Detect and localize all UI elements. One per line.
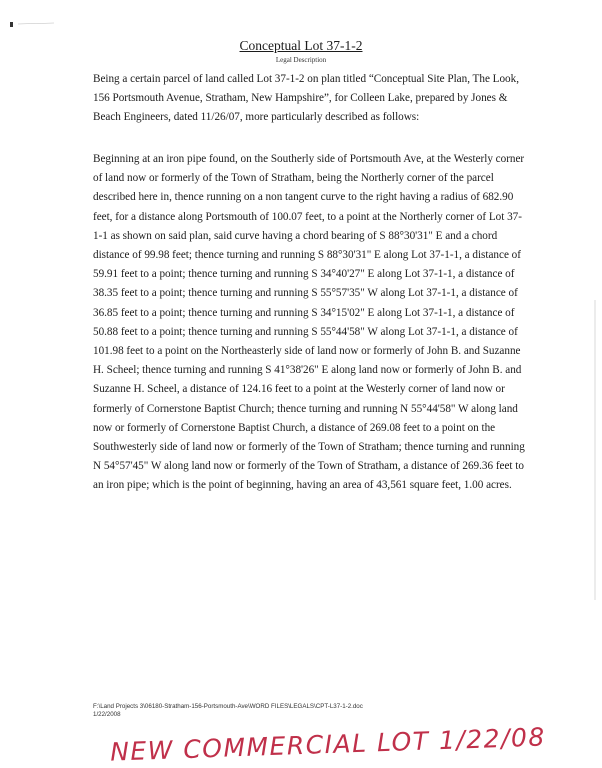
- intro-paragraph: Being a certain parcel of land called Lot 37-1-2 on plan titled “Conceptual Site Plan, The Look, 156 Portsmouth Avenue, Stratham, New Hampshire”, for Colleen Lake, prepared by Jones & Beach Engineers, dated 11/26/07, more particularly described as follows:: [93, 73, 519, 124]
- handwritten-note: [100, 720, 547, 768]
- document-title: Conceptual Lot 37-1-2: [239, 38, 363, 53]
- scan-artifact-mark: [8, 18, 58, 30]
- footer-file-path: F:\Land Projects 3\06180-Stratham-156-Portsmouth-Ave\WORD FILES\LEGALS\CPT-L37-1-2.doc: [93, 703, 363, 710]
- description-paragraph: Beginning at an iron pipe found, on the Southerly side of Portsmouth Ave, at the Westerly corner of land now or formerly of the Town of Stratham, being the Northerly corner of the parcel described here in, thence running on a non tangent curve to the right having a radius of 682.90 feet, for a distance along Portsmouth of 100.07 feet, to a point at the Northerly corner of Lot 37-1-1 as shown on said plan, said curve having a chord bearing of S 88°30'31" E and a chord distance of 99.98 feet; thence turning and running S 88°30'31" E along Lot 37-1-1, a distance of 59.91 feet to a point; thence turning and running S 34°40'27" E along Lot 37-1-1, a distance of 38.35 feet to a point; thence turning and running S 55°57'35" W along Lot 37-1-1, a distance of 36.85 feet to a point; thence turning and running S 34°15'02" E along Lot 37-1-1, a distance of 50.88 feet to a point; thence turning and running S 55°44'58" W along Lot 37-1-1, a distance of 101.98 feet to a point on the Northeasterly side of land now or formerly of John B. and Suzanne H. Scheel; thence turning and running S 41°38'26" E along land now or formerly of John B. and Suzanne H. Scheel, a distance of 124.16 feet to a point at the Westerly corner of land now or formerly of Cornerstone Baptist Church; thence turning and running N 55°44'58" W along land now or formerly of Cornerstone Baptist Church, a distance of 269.08 feet to a point on the Southwesterly side of land now or formerly of the Town of Stratham; thence turning and running N 54°57'45" W along land now or formerly of the Town of Stratham, a distance of 269.36 feet to an iron pipe; which is the point of beginning, having an area of 43,561 square feet, 1.00 acres.: [93, 153, 525, 492]
- scan-edge-line: [594, 300, 596, 600]
- document-subtitle: Legal Description: [275, 56, 327, 64]
- handwritten-note-text: NEW COMMERCIAL LOT 1/22/08: [109, 722, 547, 767]
- footer-date: 1/22/2008: [93, 711, 121, 718]
